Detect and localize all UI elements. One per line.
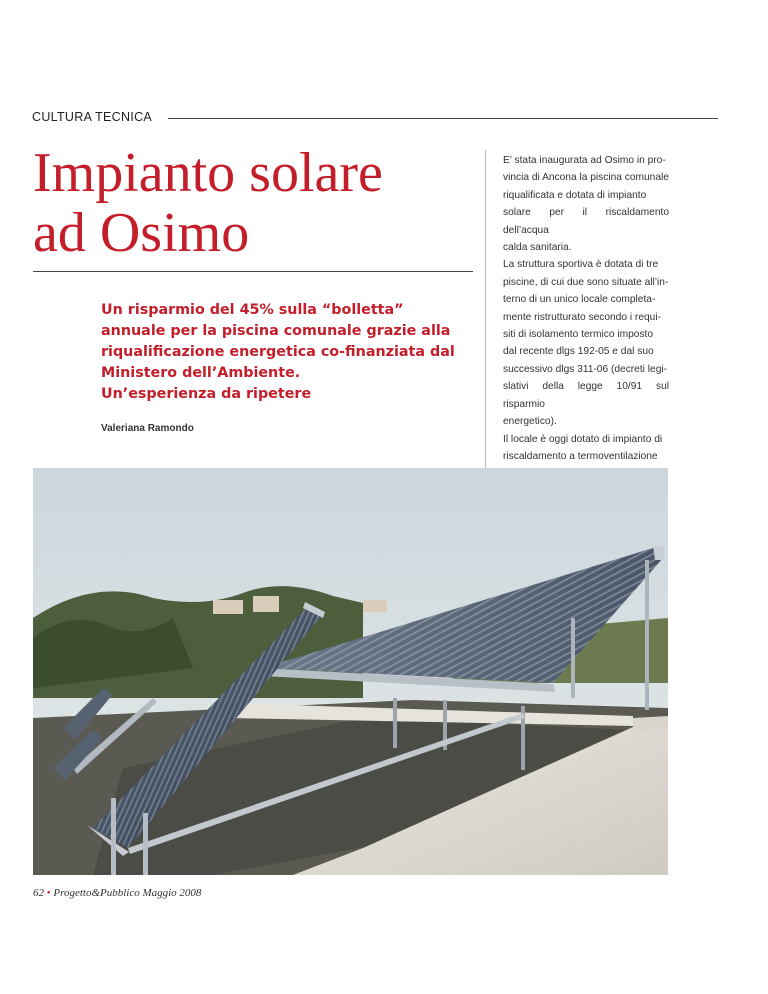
- body-line: calda sanitaria.: [503, 242, 572, 254]
- body-line: successivo dlgs 311-06 (decreti legi-: [503, 363, 668, 375]
- body-line: E’ stata inaugurata ad Osimo in pro-: [503, 155, 666, 166]
- subtitle-line: Un risparmio del 45% sulla “bolletta”: [101, 302, 404, 318]
- subtitle-line: Ministero dell’Ambiente.: [101, 365, 301, 381]
- body-line: La struttura sportiva è dotata di tre: [503, 259, 659, 271]
- article-subtitle: [101, 300, 473, 405]
- footer-separator: •: [46, 887, 51, 899]
- section-divider: [168, 118, 718, 119]
- title-line-1: Impianto solare: [33, 142, 383, 204]
- section-label: CULTURA TECNICA: [32, 110, 153, 124]
- body-line: Il locale è oggi dotato di impianto di: [503, 433, 663, 445]
- column-divider: [485, 150, 486, 470]
- body-line: vincia di Ancona la piscina comunale: [503, 172, 669, 184]
- subtitle-line: Un’esperienza da ripetere: [101, 386, 312, 402]
- article-title: [33, 143, 473, 263]
- body-line: piscine, di cui due sono situate all’in-: [503, 276, 669, 288]
- body-line: riqualificata e dotata di impianto: [503, 189, 647, 201]
- body-line: terno di un unico locale completa-: [503, 294, 656, 306]
- subtitle-line: riqualificazione energetica co-finanziata dal: [101, 344, 455, 360]
- body-line: mente ristrutturato secondo i requi-: [503, 311, 661, 323]
- body-line: solare per il riscaldamento dell’acqua: [503, 207, 669, 236]
- solar-panels-photo: [33, 468, 668, 875]
- body-line: siti di isolamento termico imposto: [503, 329, 654, 341]
- magazine-issue: Progetto&Pubblico Maggio 2008: [53, 887, 202, 899]
- page-footer: [33, 887, 201, 899]
- body-line: dal recente dlgs 192-05 e dal suo: [503, 346, 654, 358]
- title-line-2: ad Osimo: [33, 202, 250, 264]
- subtitle-line: annuale per la piscina comunale grazie alla: [101, 323, 451, 339]
- title-divider: [33, 271, 473, 272]
- body-line: energetico).: [503, 416, 557, 428]
- page-number: 62: [33, 887, 44, 899]
- author-byline: Valeriana Ramondo: [101, 423, 194, 434]
- body-line: riscaldamento a termoventilazione: [503, 450, 658, 462]
- body-line: slativi della legge 10/91 sul risparmio: [503, 381, 669, 410]
